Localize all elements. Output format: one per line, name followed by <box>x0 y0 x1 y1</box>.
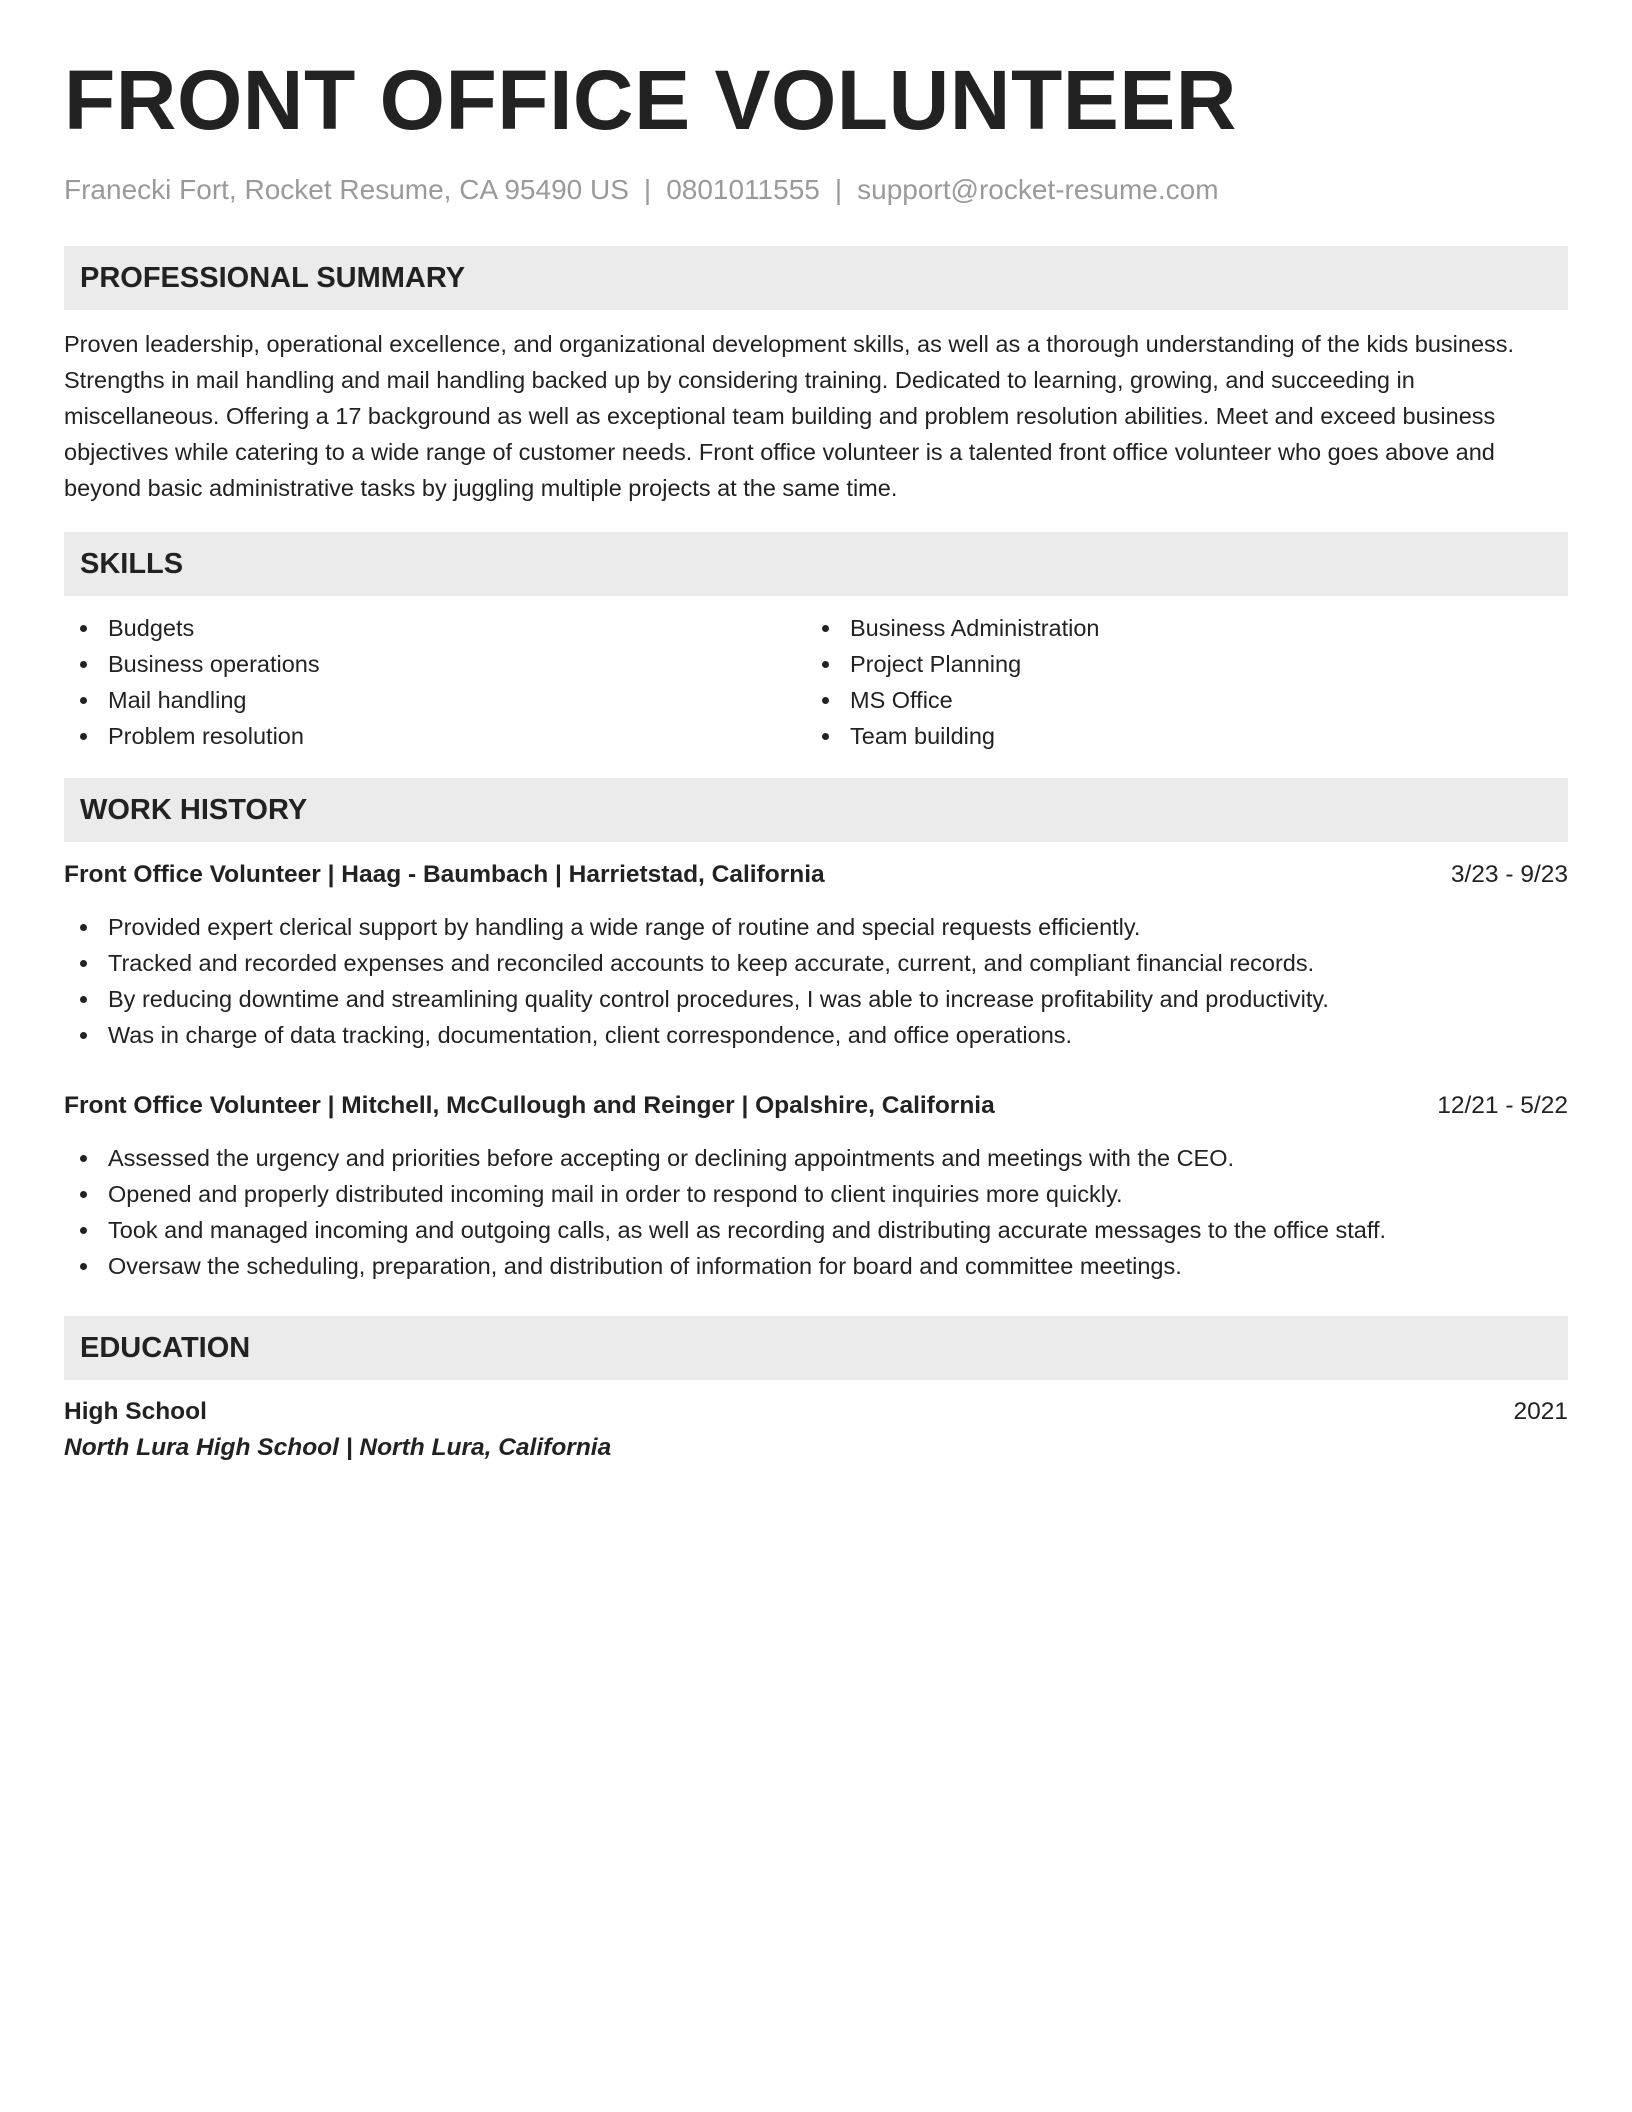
job-dates: 3/23 - 9/23 <box>1450 861 1568 888</box>
job-header <box>64 1088 1568 1124</box>
skill-item: Business Administration <box>806 610 1548 646</box>
address: Franecki Fort, Rocket Resume, CA 95490 US <box>64 174 629 205</box>
job-entry <box>64 857 1568 1053</box>
education-header <box>64 1394 1568 1430</box>
contact-line <box>64 170 1568 210</box>
skill-item: Budgets <box>64 610 806 646</box>
skill-item: Team building <box>806 718 1548 754</box>
section-header-skills: SKILLS <box>64 532 1568 596</box>
job-bullets <box>64 1140 1568 1284</box>
education-school: North Lura High School | North Lura, California <box>64 1434 612 1461</box>
job-bullet: Opened and properly distributed incoming mail in order to respond to client inquiries more quickly. <box>64 1176 1568 1212</box>
contact-separator: | <box>834 174 843 205</box>
skill-item: Business operations <box>64 646 806 682</box>
education-year: 2021 <box>1513 1398 1568 1425</box>
phone: 0801011555 <box>666 174 820 205</box>
job-bullet: Oversaw the scheduling, preparation, and distribution of information for board and committee meetings. <box>64 1248 1568 1284</box>
skills-list <box>64 610 1568 754</box>
job-title: Front Office Volunteer | Haag - Baumbach | Harrietstad, California <box>64 861 825 888</box>
skill-item: MS Office <box>806 682 1548 718</box>
email-link[interactable]: support@rocket-resume.com <box>857 174 1219 205</box>
contact-separator: | <box>643 174 652 205</box>
skills-column-left <box>64 610 806 754</box>
summary-text: Proven leadership, operational excellence, and organizational development skills, as well as a thorough understanding of the kids business. Strengths in mail handling and mail handling backed up by considering training. Dedicated to learning, growing, and succeeding in miscellaneous. Offering a 17 background as well as exceptional team building and problem resolution abilities. Meet and exceed business objectives while catering to a wide range of customer needs. Front office volunteer is a talented front office volunteer who goes above and beyond basic administrative tasks by juggling multiple projects at the same time. <box>64 331 1515 501</box>
resume-page <box>64 0 1568 1466</box>
job-dates: 12/21 - 5/22 <box>1437 1092 1568 1119</box>
job-bullet: Took and managed incoming and outgoing calls, as well as recording and distributing accurate messages to the office staff. <box>64 1212 1568 1248</box>
job-entry <box>64 1088 1568 1284</box>
job-bullet: Was in charge of data tracking, documentation, client correspondence, and office operations. <box>64 1017 1568 1053</box>
education-entry <box>64 1394 1568 1466</box>
job-bullet: By reducing downtime and streamlining quality control procedures, I was able to increase profitability and productivity. <box>64 981 1568 1017</box>
skills-column-right <box>806 610 1548 754</box>
skill-item: Project Planning <box>806 646 1548 682</box>
job-bullet: Assessed the urgency and priorities before accepting or declining appointments and meetings with the CEO. <box>64 1140 1568 1176</box>
job-bullet: Tracked and recorded expenses and reconciled accounts to keep accurate, current, and compliant financial records. <box>64 945 1568 981</box>
candidate-name: FRONT OFFICE VOLUNTEER <box>64 53 1237 147</box>
job-bullet: Provided expert clerical support by handling a wide range of routine and special requests efficiently. <box>64 909 1568 945</box>
section-header-work-history: WORK HISTORY <box>64 778 1568 842</box>
skill-item: Mail handling <box>64 682 806 718</box>
skill-item: Problem resolution <box>64 718 806 754</box>
section-header-education: EDUCATION <box>64 1316 1568 1380</box>
job-title: Front Office Volunteer | Mitchell, McCullough and Reinger | Opalshire, California <box>64 1092 995 1119</box>
education-degree: High School <box>64 1398 207 1425</box>
job-bullets <box>64 909 1568 1053</box>
job-header <box>64 857 1568 893</box>
section-header-summary: PROFESSIONAL SUMMARY <box>64 246 1568 310</box>
